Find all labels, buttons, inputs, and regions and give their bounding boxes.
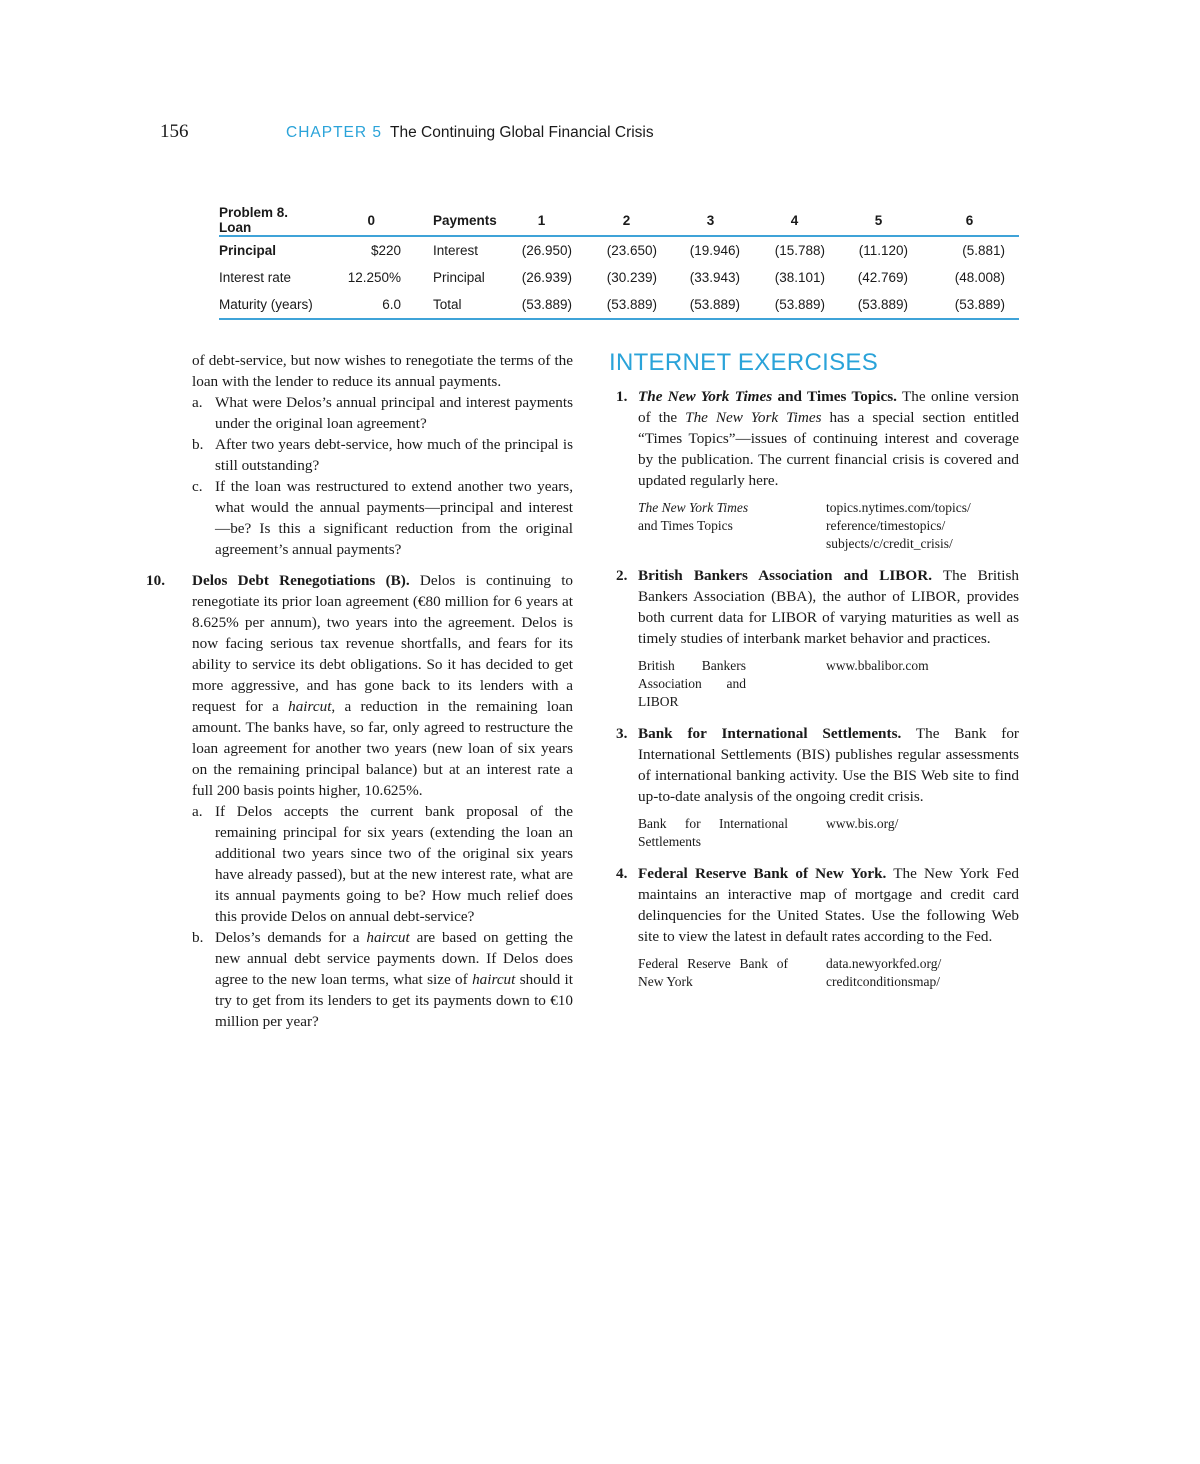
table-cell: Principal bbox=[219, 243, 277, 258]
table-cell: (42.769) bbox=[857, 270, 908, 285]
table-header-cell: 5 bbox=[837, 205, 920, 236]
table-cell: (53.889) bbox=[837, 291, 920, 319]
table-row bbox=[219, 236, 1019, 264]
problem-9-continuation: of debt-service, but now wishes to renegotiate the terms of the loan with the lender to reduce its annual payments. bbox=[192, 352, 573, 390]
list-item: a. What were Delos’s annual principal and interest payments under the original loan agreement? bbox=[192, 394, 573, 432]
left-column bbox=[146, 350, 574, 1032]
table-cell: Maturity (years) bbox=[219, 291, 321, 319]
problem-10: 10. Delos Debt Renegotiations (B). Delos is continuing to renegotiate its prior loan agreement (€80 million for 6 years at 8.625% per annum), two years into the agreement. Delos is now facing serious tax revenue shortfalls, and fears for its ability to service its debt obligations. So it has decided to get more aggressive, and has gone back to its lenders with a request for a haircut, a reduction in the remaining loan amount. The banks have, so far, only agreed to restructure the loan agreement for another two years (new loan of six years on the remaining principal balance) but at an interest rate a full 200 basis points higher, 10.625%. bbox=[146, 572, 574, 799]
loan-table bbox=[219, 205, 1019, 320]
exercise-4: 4. Federal Reserve Bank of New York. The New York Fed maintains an interactive map of mortgage and credit card delinquencies for the United States. Use the following Web site to view the latest in default rates according to the Fed. bbox=[616, 865, 1019, 945]
table-cell: (38.101) bbox=[774, 270, 825, 285]
table-row bbox=[219, 264, 1019, 291]
table-cell: (26.939) bbox=[521, 270, 572, 285]
table-header-cell: 3 bbox=[669, 205, 752, 236]
exercise-1: 1. The New York Times and Times Topics. The online version of the The New York Times has a special section entitled “Times Topics”—issues of continuing interest and coverage by the publication. The current financial crisis is covered and updated regularly here. bbox=[616, 388, 1019, 489]
table-cell: (11.120) bbox=[858, 243, 908, 258]
table-cell: 6.0 bbox=[321, 291, 411, 319]
table-cell: (53.889) bbox=[752, 291, 837, 319]
table-cell: (5.881) bbox=[962, 243, 1005, 258]
table-cell: (33.943) bbox=[689, 270, 740, 285]
table-header-row bbox=[219, 205, 1019, 236]
table-cell: (53.889) bbox=[920, 291, 1019, 319]
table-header-cell: 1 bbox=[499, 205, 584, 236]
table-cell: (30.239) bbox=[606, 270, 657, 285]
table-header-cell: Payments bbox=[411, 205, 499, 236]
list-item: c. If the loan was restructured to extend another two years, what would the annual payments—principal and interest—be? Is this a significant reduction from the original agreement’s annual payments? bbox=[192, 478, 573, 558]
list-item: a. If Delos accepts the current bank proposal of the remaining principal for six years (extending the loan an additional two years since two of the original six years have already passed), but at the new interest rate, what are its annual payments going to be? How much relief does this provide Delos on annual debt-service? bbox=[192, 803, 573, 925]
chapter-label: CHAPTER 5 bbox=[286, 124, 382, 141]
section-heading: INTERNET EXERCISES bbox=[609, 349, 879, 376]
table-cell: (15.788) bbox=[774, 243, 825, 258]
url-link[interactable]: www.bbalibor.com bbox=[826, 658, 929, 673]
exercise-2-reference: British Bankers Association and LIBOR www.bbalibor.com bbox=[638, 657, 1019, 711]
table-cell: (19.946) bbox=[689, 243, 740, 258]
page-number: 156 bbox=[160, 121, 189, 142]
table-cell: Principal bbox=[433, 270, 485, 285]
list-item: b. After two years debt-service, how much of the principal is still outstanding? bbox=[192, 436, 573, 474]
chapter-title: The Continuing Global Financial Crisis bbox=[390, 124, 654, 141]
problem-10-title: Delos Debt Renegotiations (B). bbox=[192, 572, 410, 589]
table-cell: (53.889) bbox=[499, 291, 584, 319]
table-header-cell: Problem 8. Loan bbox=[219, 205, 321, 236]
exercise-1-reference: The New York Times and Times Topics topics.nytimes.com/topics/ reference/timestopics/ subjects/c/credit_crisis/ bbox=[638, 499, 1019, 553]
table-cell: (23.650) bbox=[606, 243, 657, 258]
right-column bbox=[609, 349, 1020, 1003]
table-cell: Interest rate bbox=[219, 270, 292, 285]
table-header-cell: 0 bbox=[321, 205, 411, 236]
running-head bbox=[286, 124, 654, 142]
exercise-4-reference: Federal Reserve Bank of New York data.newyorkfed.org/ creditconditionsmap/ bbox=[638, 955, 1019, 991]
table-cell: (48.008) bbox=[954, 270, 1005, 285]
table-cell: (53.889) bbox=[669, 291, 752, 319]
url-link[interactable]: topics.nytimes.com/topics/ reference/timestopics/ subjects/c/credit_crisis/ bbox=[826, 500, 971, 551]
table-row bbox=[219, 291, 1019, 319]
table-header-cell: 2 bbox=[584, 205, 669, 236]
exercise-2: 2. British Bankers Association and LIBOR. The British Bankers Association (BBA), the author of LIBOR, provides both current data for LIBOR of varying maturities as well as timely studies of interbank market behavior and practices. bbox=[616, 567, 1020, 647]
exercise-3-reference: Bank for International Settlements www.bis.org/ bbox=[638, 815, 1019, 851]
url-link[interactable]: www.bis.org/ bbox=[826, 816, 899, 831]
list-item: b. Delos’s demands for a haircut are based on getting the new annual debt service payments down. If Delos does agree to the new loan terms, what size of haircut should it try to get from its lenders to get its payments down to €10 million per year? bbox=[192, 929, 574, 1030]
table-header-cell: 4 bbox=[752, 205, 837, 236]
table-header-cell: 6 bbox=[920, 205, 1019, 236]
table-cell: 12.250% bbox=[347, 270, 401, 285]
table-cell: (53.889) bbox=[584, 291, 669, 319]
table-cell: Interest bbox=[433, 243, 479, 258]
table-cell: Total bbox=[411, 291, 499, 319]
url-link[interactable]: data.newyorkfed.org/ creditconditionsmap/ bbox=[826, 956, 942, 989]
table-cell: $220 bbox=[370, 243, 401, 258]
table-cell: (26.950) bbox=[521, 243, 572, 258]
exercise-3: 3. Bank for International Settlements. The Bank for International Settlements (BIS) publishes regular assessments of international banking activity. Use the BIS Web site to find up-to-date analysis of the ongoing credit crisis. bbox=[616, 725, 1019, 805]
